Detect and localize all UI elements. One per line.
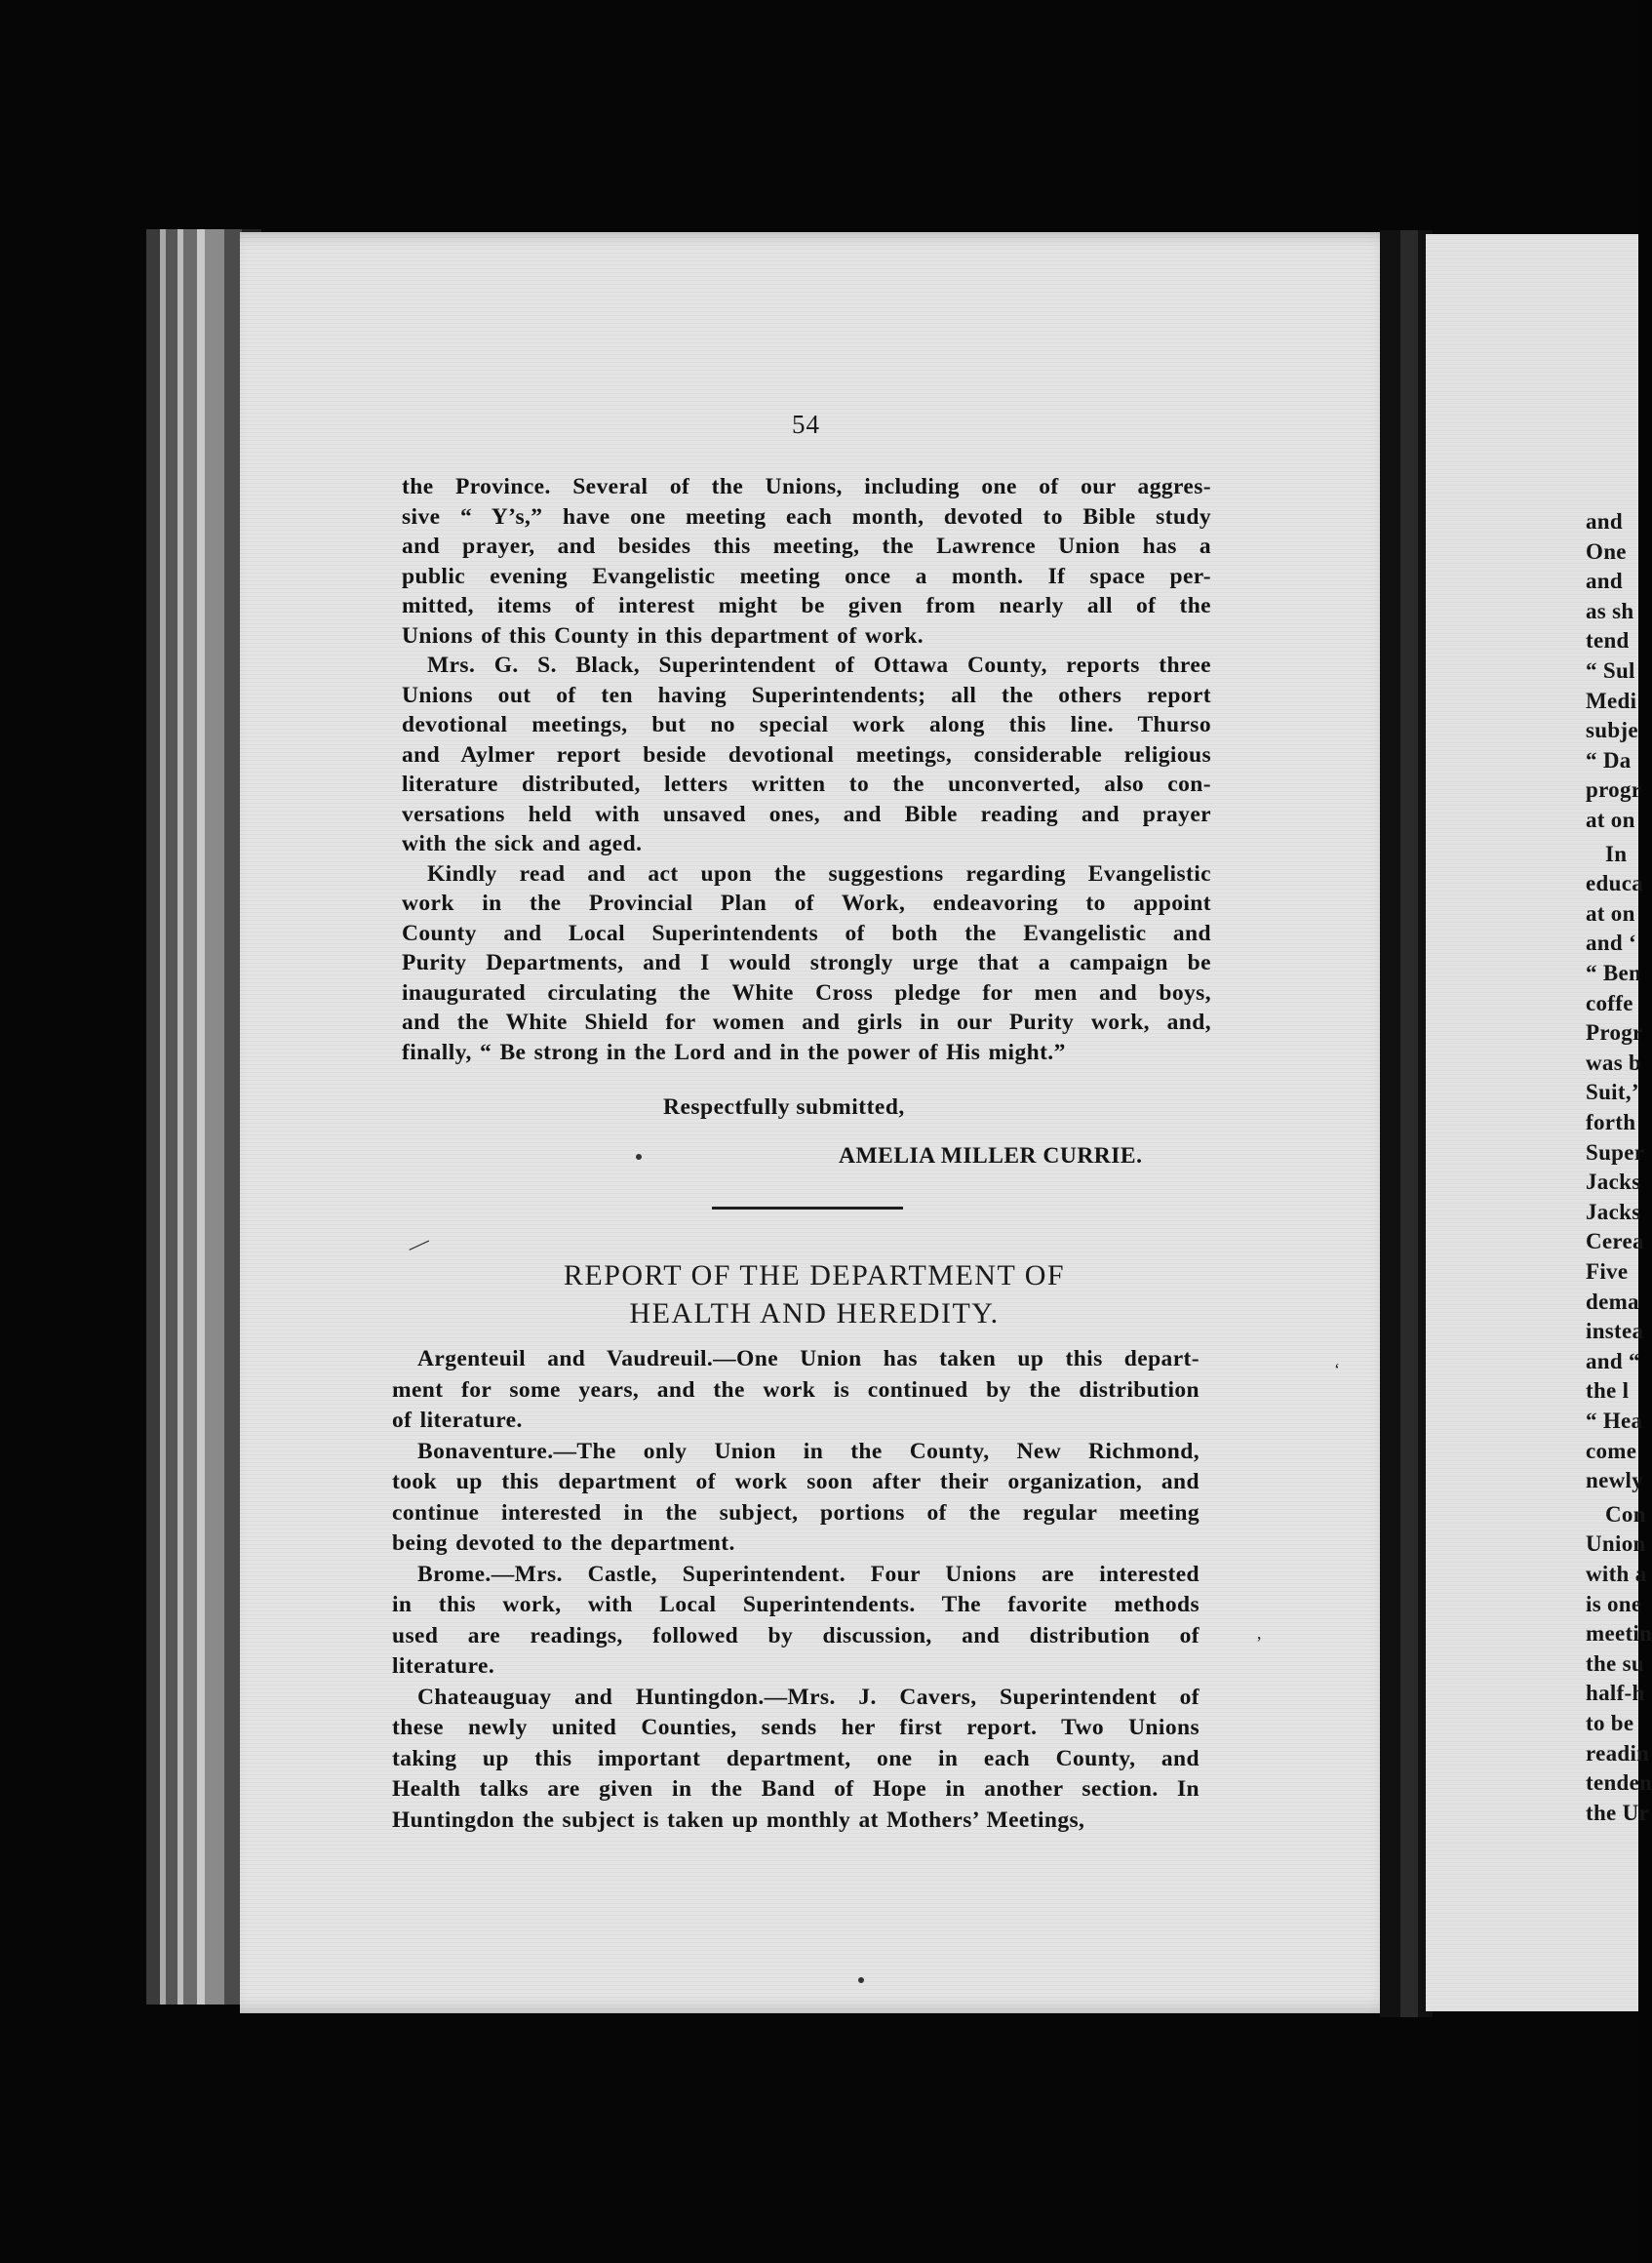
text-line: and prayer, and besides this meeting, the Lawrence Union has a bbox=[402, 534, 1211, 559]
pencil-mark: — bbox=[403, 1227, 434, 1259]
text-line: Brome.—Mrs. Castle, Superintendent. Four Unions are interested bbox=[417, 1561, 1200, 1587]
right-page-line-fragment: and bbox=[1586, 569, 1623, 594]
right-page-line-fragment: One bbox=[1586, 538, 1627, 564]
text-line: Purity Departments, and I would strongly urge that a campaign be bbox=[402, 950, 1211, 975]
right-page-line-fragment: half-h bbox=[1586, 1681, 1645, 1706]
text-line: Unions of this County in this department of work. bbox=[402, 622, 924, 649]
right-page-line-fragment: and bbox=[1586, 509, 1623, 534]
right-page-line-fragment: “ Da bbox=[1586, 747, 1632, 773]
text-line: literature. bbox=[392, 1653, 495, 1679]
text-line: of literature. bbox=[392, 1408, 523, 1433]
right-page-line-fragment: “ Sul bbox=[1586, 658, 1635, 683]
text-line: mitted, items of interest might be given from nearly all of the bbox=[402, 593, 1211, 618]
right-page-line-fragment: and “ bbox=[1586, 1348, 1640, 1373]
heading-line: REPORT OF THE DEPARTMENT OF bbox=[563, 1259, 1066, 1291]
right-page-line-fragment: to be bbox=[1586, 1711, 1634, 1735]
right-page-line-fragment: progr bbox=[1586, 777, 1642, 803]
right-page-line-fragment: the su bbox=[1586, 1650, 1644, 1676]
section-divider bbox=[712, 1207, 903, 1210]
text-line: taking up this important department, one in each County, and bbox=[392, 1745, 1200, 1771]
right-page-line-fragment: at on bbox=[1586, 900, 1635, 926]
right-page-line-fragment: Jacks bbox=[1586, 1199, 1641, 1224]
right-page-line-fragment: and ‘ bbox=[1586, 931, 1636, 956]
right-page-line-fragment: Jacks bbox=[1586, 1170, 1641, 1195]
heading-line: HEALTH AND HEREDITY. bbox=[629, 1297, 1000, 1330]
text-line: Unions out of ten having Superintendents; all the others report bbox=[402, 682, 1211, 708]
gutter-shadow bbox=[1400, 230, 1418, 2017]
right-page-fragment bbox=[1426, 234, 1652, 2011]
text-line: Huntingdon the subject is taken up monthly at Mothers’ Meetings, bbox=[392, 1806, 1085, 1833]
right-page-line-fragment: come bbox=[1586, 1438, 1637, 1463]
text-line: work in the Provincial Plan of Work, endeavoring to appoint bbox=[402, 891, 1211, 916]
right-page-line-fragment: Suit,’ bbox=[1586, 1080, 1639, 1105]
right-page-line-fragment: coffe bbox=[1586, 990, 1633, 1015]
right-page-line-fragment: Medi bbox=[1586, 688, 1637, 713]
right-page-line-fragment: Con bbox=[1605, 1501, 1646, 1527]
scan-speck bbox=[636, 1154, 642, 1160]
right-page-line-fragment: forth bbox=[1586, 1110, 1636, 1134]
right-page-line-fragment: was b bbox=[1586, 1050, 1642, 1075]
text-line: Kindly read and act upon the suggestions regarding Evangelistic bbox=[427, 860, 1211, 887]
right-page-line-fragment: at on bbox=[1586, 808, 1635, 832]
right-page-line-fragment: Cerea bbox=[1586, 1229, 1644, 1254]
text-line: versations held with unsaved ones, and Bible reading and prayer bbox=[402, 801, 1211, 827]
text-line: Mrs. G. S. Black, Superintendent of Ottawa County, reports three bbox=[427, 653, 1211, 678]
section-heading bbox=[429, 1256, 1200, 1332]
right-page-line-fragment: tend bbox=[1586, 628, 1630, 654]
pencil-mark: ‘ bbox=[1334, 1360, 1340, 1379]
right-page-line-fragment: instea bbox=[1586, 1319, 1644, 1344]
text-line: used are readings, followed by discussion, and distribution of bbox=[392, 1622, 1200, 1648]
text-line: took up this department of work soon after their organization, and bbox=[392, 1469, 1200, 1494]
text-line: these newly united Counties, sends her first report. Two Unions bbox=[392, 1715, 1200, 1740]
right-page-line-fragment: Five bbox=[1586, 1259, 1629, 1284]
right-page-line-fragment: educa bbox=[1586, 871, 1643, 896]
text-line: Bonaventure.—The only Union in the County, New Richmond, bbox=[417, 1438, 1200, 1464]
right-page-line-fragment: is one bbox=[1586, 1591, 1642, 1616]
text-line: with the sick and aged. bbox=[402, 831, 643, 856]
text-line: County and Local Superintendents of both the Evangelistic and bbox=[402, 920, 1211, 946]
right-page-line-fragment: subje bbox=[1586, 718, 1638, 743]
text-line: Health talks are given in the Band of Hope in another section. In bbox=[392, 1776, 1200, 1802]
scan-speck bbox=[858, 1977, 864, 1983]
right-page-line-fragment: “ Hea bbox=[1586, 1409, 1643, 1433]
text-line: ment for some years, and the work is continued by the distribution bbox=[392, 1376, 1200, 1403]
text-line: the Province. Several of the Unions, including one of our aggres- bbox=[402, 474, 1211, 499]
text-line: public evening Evangelistic meeting once a month. If space per- bbox=[402, 563, 1211, 589]
pencil-mark: ’ bbox=[1256, 1633, 1262, 1652]
right-page-line-fragment: the Ur bbox=[1586, 1800, 1650, 1825]
right-page-line-fragment: readin bbox=[1586, 1740, 1650, 1766]
text-line: and the White Shield for women and girls in our Purity work, and, bbox=[402, 1010, 1211, 1035]
text-line: literature distributed, letters written to the unconverted, also con- bbox=[402, 772, 1211, 797]
signature: AMELIA MILLER CURRIE. bbox=[839, 1143, 1143, 1169]
text-line: inaugurated circulating the White Cross pledge for men and boys, bbox=[402, 979, 1211, 1006]
right-page-line-fragment: Union bbox=[1586, 1531, 1646, 1557]
text-line: sive “ Y’s,” have one meeting each month, devoted to Bible study bbox=[402, 503, 1211, 530]
text-line: finally, “ Be strong in the Lord and in the power of His might.” bbox=[402, 1039, 1066, 1065]
closing-text: Respectfully submitted, bbox=[663, 1094, 905, 1120]
right-page-line-fragment: In bbox=[1605, 841, 1628, 866]
health-report-body bbox=[392, 1344, 1200, 1836]
page-number: 54 bbox=[792, 410, 820, 439]
right-page-line-fragment: “ Ben bbox=[1586, 961, 1642, 985]
right-page-line-fragment: tenden bbox=[1586, 1770, 1652, 1796]
text-line: devotional meetings, but no special work along this line. Thurso bbox=[402, 712, 1211, 737]
text-line: Chateauguay and Huntingdon.—Mrs. J. Cavers, Superintendent of bbox=[417, 1684, 1200, 1710]
text-line: being devoted to the department. bbox=[392, 1530, 735, 1556]
right-page-line-fragment: Super bbox=[1586, 1139, 1645, 1165]
text-line: continue interested in the subject, portions of the regular meeting bbox=[392, 1499, 1200, 1526]
right-page-line-fragment: with a bbox=[1586, 1562, 1647, 1586]
text-line: and Aylmer report beside devotional meetings, considerable religious bbox=[402, 741, 1211, 768]
report-continuation bbox=[402, 472, 1211, 1067]
text-line: Argenteuil and Vaudreuil.—One Union has taken up this depart- bbox=[417, 1346, 1200, 1371]
right-page-line-fragment: meetin bbox=[1586, 1621, 1652, 1647]
right-page-line-fragment: Progr bbox=[1586, 1020, 1643, 1046]
text-line: in this work, with Local Superintendents. The favorite methods bbox=[392, 1592, 1200, 1617]
right-page-line-fragment: newly bbox=[1586, 1468, 1643, 1493]
right-page-line-fragment: the l bbox=[1586, 1378, 1630, 1404]
right-page-line-fragment: as sh bbox=[1586, 598, 1634, 623]
right-page-line-fragment: dema bbox=[1586, 1289, 1639, 1314]
